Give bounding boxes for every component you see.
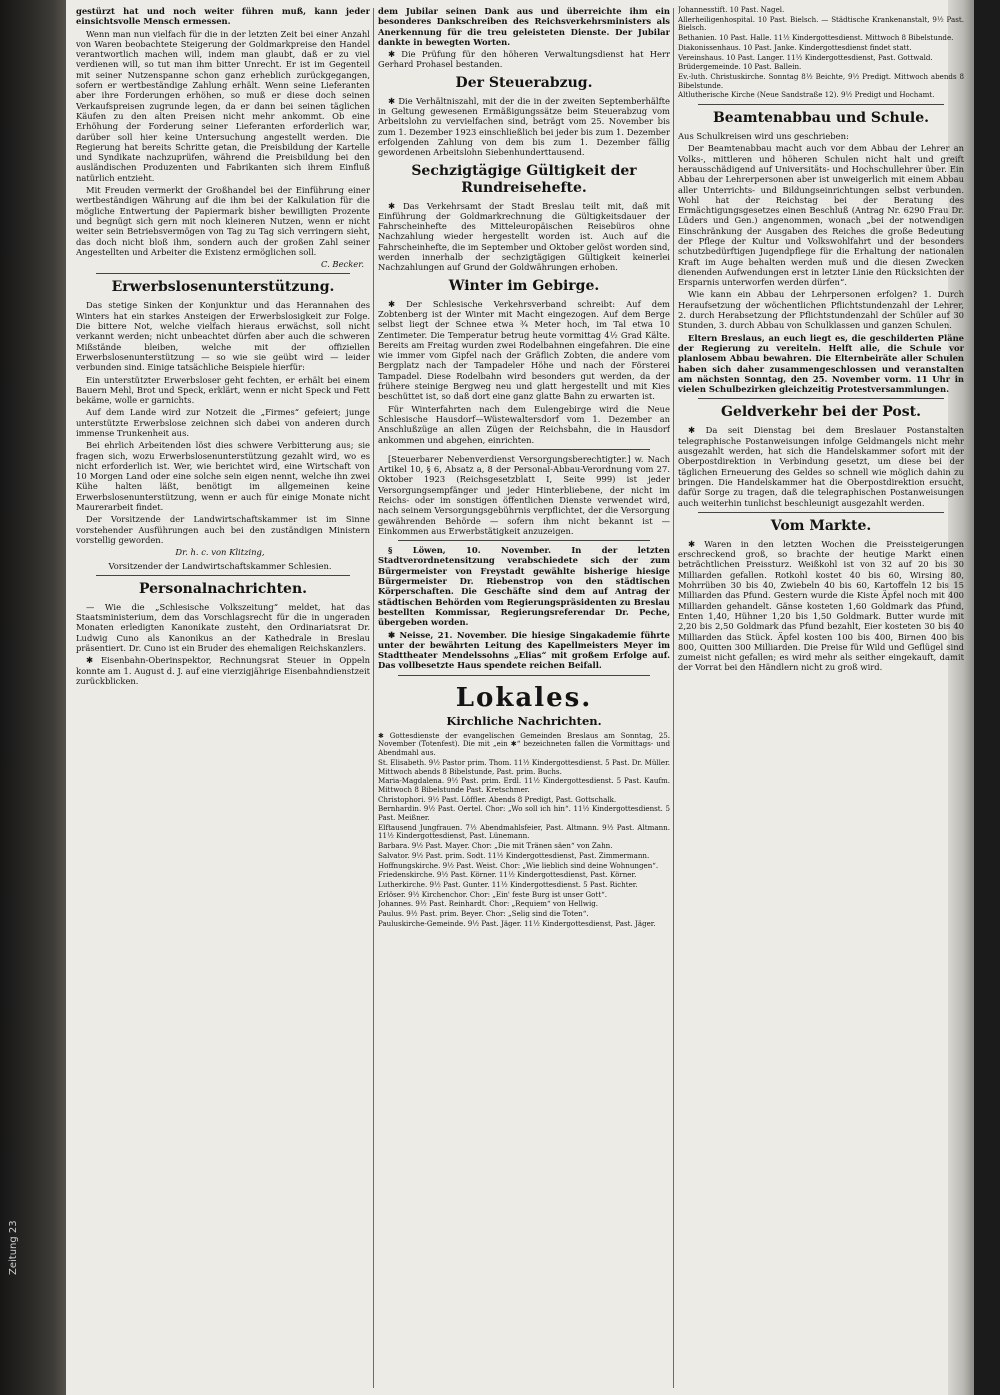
article-paragraph: Auf dem Lande wird zur Notzeit die „Firmes“ gefeiert; junge unterstützte Erwerbslose zeichnen sich dabei von anderen durch immense Trunkenheit aus.	[76, 407, 370, 438]
list-item: Altlutherische Kirche (Neue Sandstraße 12). 9½ Predigt und Hochamt.	[678, 90, 935, 100]
article-paragraph: ✱ Waren in den letzten Wochen die Preissteigerungen erschreckend groß, so brachte der heutige Markt einen beträchtlichen Preissturz. Weißkohl ist von 32 auf 20 bis 30 Milliarden gefallen. Rotkohl kostet 40 bis 60, Wirsing 80, Mohrrüben 30 bis 40, Zwiebeln 40 bis 60, Kartoffeln 12 bis 15 Milliarden das Pfund. Gestern wurde die Kiste Äpfel noch mit 400 Milliarden gehandelt. Gänse kosteten 1,60 Goldmark das Pfund, Enten 1,40, Hühner 1,20 bis 1,50 Goldmark. Butter wurde mit 2,20 bis 2,50 Goldmark das Pfund bezahlt, Eier kosteten 30 bis 40 Milliarden das Stück. Äpfel kosten 100 bis 400, Birnen 400 bis 800, Quitten 300 Milliarden. Die Preise für Wild und Geflügel sind zumeist nicht gefallen; es wird mehr als seither eingekauft, damit der Vorrat bei den Händlern nicht zu groß wird.	[678, 538, 964, 673]
heading-lokales: Lokales.	[455, 682, 593, 713]
list-item: Paulus. 9½ Past. prim. Beyer. Chor: „Selig sind die Toten“.	[378, 909, 589, 919]
article-paragraph: ✱ Der Schlesische Verkehrsverband schreibt: Auf dem Zobtenberg ist der Winter mit Macht eingezogen. Auf dem Berge selbst liegt der Schnee etwa ¾ Meter hoch, im Tal etwa 10 Zentimeter. Die Temperatur betrug heute vormittag 4½ Grad Kälte. Bereits am Freitag wurden zwei Rodelbahnen eingefahren. Die eine wie immer vom Gipfel nach der Gräflich Zobten, die andere vom Bergplatz nach der Tampadeler Höhe und nach der Försterei Tampadel. Diese Rodelbahn wird besonders gut werden, da der frühere steinige Bergweg neu und glatt hergestellt und mit Kies beschüttet ist, so daß dort eine ganz glatte Bahn zu erwarten ist.	[378, 298, 670, 402]
article-paragraph: Mit Freuden vermerkt der Großhandel bei der Einführung einer wertbeständigen Währung auf die ihm bei der Kalkulation für die mögliche Entwertung der Papiermark bisher bewilligten Prozente und begnügt sich gern mit noch kleineren Nutzen, wenn er nicht weiter sein Betriebsvermögen von Tag zu Tag sich verringern sieht, das doch nicht bloß ihm, sondern auch der großen Zahl seiner Angestellten und Arbeiter die Existenz ermöglichen soll.	[76, 185, 370, 257]
list-item: Barbara. 9½ Past. Mayer. Chor: „Die mit Tränen säen“ von Zahn.	[378, 841, 613, 851]
book-binding-edge	[0, 0, 66, 1395]
signature: Dr. h. c. von Klitzing,	[175, 547, 265, 558]
article-paragraph: Wie kann ein Abbau der Lehrpersonen erfolgen? 1. Durch Heraufsetzung der wöchentlichen Pflichtstundenzahl der Lehrer, 2. durch Herabsetzung der Pflichtstundenzahl der Schüler auf 30 Stunden, 3. durch Abbau von Schulklassen und ganzen Schulen.	[678, 289, 964, 331]
separator	[398, 449, 650, 450]
heading-markt: Vom Markte.	[770, 517, 872, 534]
article-paragraph: Für Winterfahrten nach dem Eulengebirge wird die Neue Schlesische Hausdorf—Wüstewaltersdorf vom 1. Dezember an Anschlußzüge an allen Zügen der Reichsbahn, die in Hausdorf ankommen und abgehen, einrichten.	[378, 403, 670, 445]
signature: C. Becker.	[320, 259, 364, 270]
heading-rundreisehefte: Sechzigtägige Gültigkeit der Rundreisehefte.	[411, 162, 637, 196]
separator	[398, 675, 650, 676]
list-item: Ev.-luth. Christuskirche. Sonntag 8½ Beichte, 9½ Predigt. Mittwoch abends 8 Bibelstunde.	[678, 71, 964, 90]
list-item: Christophori. 9½ Past. Löffler. Abends 8 Predigt, Past. Gottschalk.	[378, 794, 617, 804]
column-rule	[373, 8, 374, 1388]
list-item: Brüdergemeinde. 10 Past. Ballein.	[678, 62, 802, 72]
list-item: ✱ Gottesdienste der evangelischen Gemeinden Breslaus am Sonntag, 25. November (Totenfest). Die mit „ein ✱“ bezeichneten fallen die Vormittags- und Abendmahl aus.	[378, 730, 670, 758]
article-paragraph: ✱ Das Verkehrsamt der Stadt Breslau teilt mit, daß mit Einführung der Goldmarkrechnung die Gültigkeitsdauer der Fahrscheinhefte des Mitteleuropäischen Reisebüros ohne Nachzahlung wieder hergestellt worden ist. Auch auf die Fahrscheinhefte, die im September und Oktober gelöst worden sind, werden innerhalb der sechzigtägigen Gültigkeit keinerlei Nachzahlungen auf Grund der Goldwährungen erhoben.	[378, 200, 670, 273]
list-item: St. Elisabeth. 9½ Pastor prim. Thom. 11½ Kindergottesdienst. 5 Past. Dr. Müller. Mittwoch abends 8 Bibelstunde, Past. prim. Buchs.	[378, 757, 670, 776]
newspaper-page	[66, 0, 974, 1395]
heading-personal: Personalnachrichten.	[139, 580, 307, 597]
separator	[698, 512, 944, 513]
list-item: Vereinshaus. 10 Past. Langer. 11½ Kindergottesdienst, Past. Gottwald.	[678, 52, 933, 62]
article-paragraph: Eltern Breslaus, an euch liegt es, die geschilderten Pläne der Regierung zu vereiteln. Helft alle, die Schule vor planlosem Abbau bewahren. Die Elternbeiräte aller Schulen haben sich daher zusammengeschlossen und veranstalten am nächsten Sonntag, den 25. November vorm. 11 Uhr in vielen Schulbezirken gleichzeitig Protestversammlungen.	[678, 332, 964, 395]
list-item: Johannesstift. 10 Past. Nagel.	[678, 6, 785, 14]
article-paragraph: ✱ Neisse, 21. November. Die hiesige Singakademie führte unter der bewährten Leitung des Kapellmeisters Meyer im Stadttheater Mendelssohns „Elias“ mit großem Erfolge auf. Das vollbesetzte Haus spendete reichen Beifall.	[378, 629, 670, 671]
list-item: Johannes. 9½ Past. Reinhardt. Chor: „Requiem“ von Hellwig.	[378, 899, 599, 909]
list-item: Lutherkirche. 9½ Past. Gunter. 11½ Kindergottesdienst. 5 Past. Richter.	[378, 879, 638, 889]
article-paragraph: Bei ehrlich Arbeitenden löst dies schwere Verbitterung aus; sie fragen sich, wozu Erwerbslosenunterstützung gezahlt wird, wo es nicht erforderlich ist. Wer, wie berichtet wird, eine Wirtschaft von 10 Morgen Land oder eine solche sein eigen nennt, welche ihn zwei Kühe halten läßt, benötigt im allgemeinen keine Erwerbslosenunterstützung, wenn er auch für einige Monate nicht Maurerarbeit findet.	[76, 440, 370, 513]
column-3	[678, 6, 964, 1390]
heading-geldverkehr: Geldverkehr bei der Post.	[721, 404, 921, 421]
col2-intro: dem Jubilar seinen Dank aus und überreichte ihm ein besonderes Dankschreiben des Reichsverkehrsministers als Anerkennung für die treu geleisteten Dienste. Der Jubilar dankte in bewegten Worten.	[378, 6, 670, 47]
article-paragraph: § Löwen, 10. November. In der letzten Stadtverordnetensitzung verabschiedete sich der zum Bürgermeister von Freystadt gewählte bisherige hiesige Bürgermeister Dr. Riebenstrop von den städtischen Körperschaften. Die Geschäfte sind dem auf Antrag der städtischen Behörden vom Regierungspräsidenten zu Breslau bestellten Kommissar, Regierungsreferendar Dr. Peche, übergeben worden.	[378, 545, 670, 628]
heading-kirchliche: Kirchliche Nachrichten.	[446, 713, 602, 728]
separator	[96, 273, 350, 274]
list-item: Friedenskirche. 9½ Past. Körner. 11½ Kindergottesdienst, Past. Körner.	[378, 870, 637, 880]
article-paragraph: [Steuerbarer Nebenverdienst Versorgungsberechtigter.] w. Nach Artikel 10, § 6, Absatz a, 8 der Personal-Abbau-Verordnung vom 27. Oktober 1923 (Reichsgesetzblatt I, Seite 999) ist jeder Versorgungsempfänger und jeder Hinterbliebene, der nicht im Reichs- oder im sonstigen öffentlichen Dienste verwendet wird, nach seinem Versorgungsgebührnis verpflichtet, der die Versorgung gewährenden Behörde — sofern ihm nicht bekannt ist — Einkommen aus Erwerbstätigkeit anzuzeigen.	[378, 453, 670, 536]
list-item: Erlöser. 9½ Kirchenchor. Chor: „Ein' feste Burg ist unser Gott“.	[378, 889, 608, 899]
list-item: Maria-Magdalena. 9½ Past. prim. Erdl. 11½ Kindergottesdienst. 5 Past. Kaufm. Mittwoch 8 Bibelstunde Past. Kretschmer.	[378, 776, 670, 794]
list-item: Allerheiligenhospital. 10 Past. Bielsch. — Städtische Krankenanstalt, 9½ Past. Bielsch.	[678, 14, 964, 33]
article-paragraph: Der Beamtenabbau macht auch vor dem Abbau der Lehrer an Volks-, mittleren und höheren Schulen nicht halt und greift herausschädigend auf Universitäts- und Hochschullehrer über. Ein Abbau der Lehrerpersonen aber ist unweigerlich mit einem Abbau aller Unterrichts- und Bildungseinrichtungen selbst verbunden. Wohl hat der Reichstag bei der Beratung des Ermächtigungsgesetzes einen Beschluß (Antrag Nr. 6290 Frau Dr. Lüders und Gen.) angenommen, wonach „bei der notwendigen Einschränkung der Ausgaben des Reiches die große Bedeutung der Pflege der Kultur und Volkswohlfahrt und der besonders schutzbedürftigen Jugendpflege für die Erhaltung der nationalen Kraft im Auge behalten werden muß und die diesen Zwecken dienenden Aufwendungen erst in letzter Linie den Rücksichten der Ersparnis unterworfen werden dürfen“.	[678, 143, 964, 288]
article-paragraph: ✱ Eisenbahn-Oberinspektor, Rechnungsrat Steuer in Oppeln konnte am 1. August d. J. auf eine vierzigjährige Eisenbahndienstzeit zurückblicken.	[76, 655, 370, 686]
col1-intro: gestürzt hat und noch weiter führen muß, kann jeder einsichtsvolle Mensch ermessen.	[76, 6, 370, 27]
article-paragraph: Das stetige Sinken der Konjunktur und das Herannahen des Winters hat ein starkes Ansteigen der Erwerbslosigkeit zur Folge. Die bittere Not, welche vielfach hieraus erwächst, soll nicht verkannt werden; nicht unbeachtet dürfen aber auch die schweren Mißstände bleiben, welche mit der offiziellen Erwerbslosenunterstützung — so wie sie geübt wird — leider verbunden sind. Einige tatsächliche Beispiele hierfür:	[76, 300, 370, 373]
separator	[698, 104, 944, 105]
list-item: Pauluskirche-Gemeinde. 9½ Past. Jäger. 11½ Kindergottesdienst, Past. Jäger.	[378, 918, 656, 928]
list-item: Diakonissenhaus. 10 Past. Janke. Kindergottesdienst findet statt.	[678, 42, 912, 52]
heading-winter: Winter im Gebirge.	[448, 277, 600, 294]
church-listing	[378, 732, 670, 929]
archive-stamp: Zeitung 23	[8, 1220, 19, 1275]
article-paragraph: Ein unterstützter Erwerbsloser geht fechten, er erhält bei einem Bauern Mehl, Brot und Speck, erklärt, wenn er nicht Speck und Fett bekäme, wolle er garnichts.	[76, 374, 370, 406]
column-rule	[673, 8, 674, 1388]
article-paragraph: ✱ Die Prüfung für den höheren Verwaltungsdienst hat Herr Gerhard Prohasel bestanden.	[378, 49, 670, 70]
article-paragraph: Der Vorsitzende der Landwirtschaftskammer ist im Sinne vorstehender Ausführungen auch bei den zuständigen Ministern vorstellig geworden.	[76, 514, 370, 545]
heading-erwerbslosen: Erwerbslosenunterstützung.	[111, 279, 335, 296]
list-item: Hoffnungskirche. 9½ Past. Weist. Chor: „Wie lieblich sind deine Wohnungen“.	[378, 860, 659, 870]
list-item: Bethanien. 10 Past. Halle. 11½ Kindergottesdienst. Mittwoch 8 Bibelstunde.	[678, 33, 954, 43]
separator	[96, 575, 350, 576]
signature-title: Vorsitzender der Landwirtschaftskammer Schlesien.	[108, 560, 332, 571]
article-paragraph: ✱ Da seit Dienstag bei dem Breslauer Postanstalten telegraphische Postanweisungen infolge Geldmangels nicht mehr ausgezahlt werden, hat sich die Handelskammer sofort mit der Oberpostdirektion in Verbindung gesetzt, um diese bei der täglichen Erneuerung des Geldes so schnell wie möglich dahin zu bringen. Die Handelskammer hat die Oberpostdirektion ersucht, dafür Sorge zu tragen, daß die telegraphischen Postanweisungen auch weiterhin tunlichst beschleunigt ausgezahlt werden.	[678, 425, 964, 508]
heading-beamtenabbau: Beamtenabbau und Schule.	[712, 110, 930, 127]
church-listing-continued	[678, 6, 964, 100]
heading-steuerabzug: Der Steuerabzug.	[455, 74, 593, 91]
column-1	[76, 6, 370, 1390]
column-2	[378, 6, 670, 1390]
article-paragraph: Aus Schulkreisen wird uns geschrieben:	[678, 131, 849, 142]
separator	[398, 540, 650, 541]
article-paragraph: Wenn man nun vielfach für die in der letzten Zeit bei einer Anzahl von Waren beobachtete Steigerung der Goldmarkpreise den Handel verantwortlich machen will, indem man glaubt, daß er zu viel verdienen will, so tut man ihm bitter Unrecht. Er ist im Gegenteil mit seiner Nutzenspanne schon ganz erheblich zurückgegangen, sofern er wertbeständige Zahlung erhält. Wenn seine Lieferanten aber ihre Forderungen erhöhen, so muß er diese doch seinen Verkaufspreisen zugrunde legen, da er dann bei seinen täglichen Käufen zu den alten Preisen nicht mehr ankommt. Ob eine Erhöhung der Forderung seiner Lieferanten erforderlich war, darüber soll hier keine Untersuchung angestellt werden. Die Regierung hat bereits Schritte getan, die Preisbildung der Kartelle und Syndikate nachzuprüfen, während die Preisbildung bei den ausländischen Produzenten und Fabrikanten sich ihrem Einfluß natürlich entzieht.	[76, 28, 370, 183]
list-item: Elftausend Jungfrauen. 7½ Abendmahlsfeier, Past. Altmann. 9½ Past. Altmann. 11½ Kindergottesdienst, Past. Lünemann.	[378, 822, 670, 841]
article-paragraph: ✱ Die Verhältniszahl, mit der die in der zweiten Septemberhälfte in Geltung gewesenen Ermäßigungssätze beim Steuerabzug vom Arbeitslohn zu vervielfachen sind, beträgt vom 25. November bis zum 1. Dezember 1923 einschließlich bei jeder bis zum 1. Dezember erfolgenden Zahlung von dem bis zum 1. Dezember fällig gewordenen Arbeitslohn Siebenhunderttausend.	[378, 95, 670, 158]
article-paragraph: — Wie die „Schlesische Volkszeitung“ meldet, hat das Staatsministerium, dem das Vorschlagsrecht für die in ungeraden Monaten erledigten Kanonikate zusteht, den Ordinariatsrat Dr. Ludwig Cuno als Kanonikus an der Kathedrale in Breslau präsentiert. Dr. Cuno ist ein Bruder des ehemaligen Reichskanzlers.	[76, 601, 370, 654]
separator	[698, 398, 944, 399]
list-item: Salvator. 9½ Past. prim. Sodt. 11½ Kindergottesdienst, Past. Zimmermann.	[378, 850, 650, 860]
list-item: Bernhardin. 9½ Past. Oertel. Chor: „Wo soll ich hin“. 11½ Kindergottesdienst. 5 Past. Meißner.	[378, 804, 670, 823]
